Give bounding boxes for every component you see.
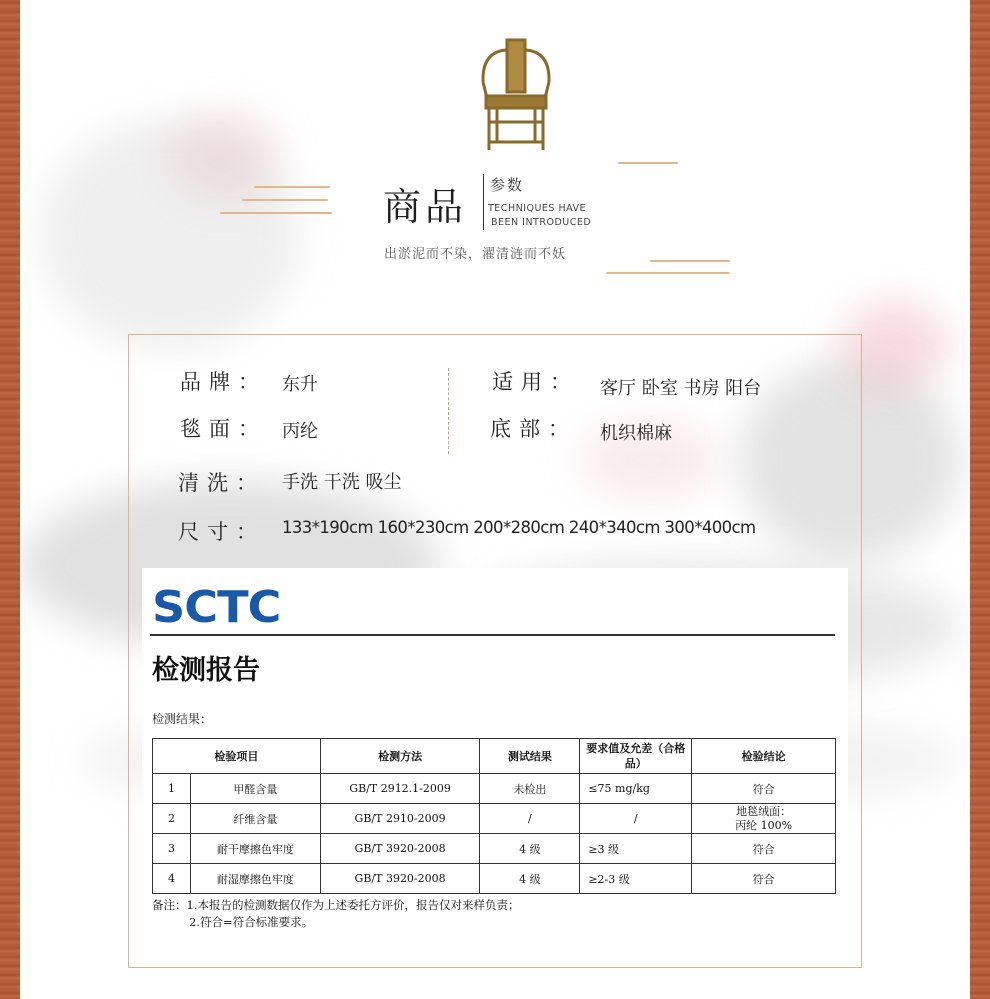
- requirement: ≤75 mg/kg: [580, 774, 692, 804]
- usage-value: 客厅 卧室 书房 阳台: [600, 378, 762, 399]
- right-wood-border: [970, 0, 990, 999]
- test-method: GB/T 3920-2008: [320, 864, 480, 894]
- requirement: ≥2-3 级: [580, 864, 692, 894]
- table-row: [153, 804, 836, 834]
- gold-cloud-line: [650, 260, 730, 262]
- english-tagline-line1: TECHNIQUES HAVE: [488, 203, 587, 214]
- test-report: [142, 568, 848, 948]
- test-method: GB/T 2912.1-2009: [320, 774, 480, 804]
- test-item: 耐干摩擦色牢度: [190, 834, 320, 864]
- gold-cloud-line: [606, 272, 730, 274]
- left-wood-border: [0, 0, 20, 999]
- column-header: 检验结论: [692, 739, 836, 774]
- cleaning-label: 清洗：: [178, 471, 265, 495]
- results-table: [152, 738, 836, 894]
- test-method: GB/T 2910-2009: [320, 804, 480, 834]
- requirement: ≥3 级: [580, 834, 692, 864]
- report-rule: [150, 634, 835, 636]
- section-subtitle: 参数: [490, 176, 525, 194]
- report-notes: [152, 897, 519, 931]
- section-title: 商品: [383, 185, 468, 229]
- brand-label: 品牌：: [180, 370, 267, 394]
- table-header-row: [153, 739, 836, 774]
- gold-cloud-line: [618, 162, 678, 164]
- column-header: [580, 739, 692, 774]
- test-method: GB/T 3920-2008: [320, 834, 480, 864]
- brand-value: 东升: [282, 374, 318, 395]
- conclusion: 符合: [692, 834, 836, 864]
- table-row: [153, 834, 836, 864]
- table-row: [153, 774, 836, 804]
- bottom-label: 底部：: [490, 417, 577, 441]
- gold-cloud-line: [242, 199, 328, 201]
- test-item: 甲醛含量: [190, 774, 320, 804]
- conclusion: 符合: [692, 774, 836, 804]
- cleaning-value: 手洗 干洗 吸尘: [282, 472, 402, 493]
- test-item: 耐湿摩擦色牢度: [190, 864, 320, 894]
- conclusion: [692, 804, 836, 834]
- test-item: 纤维含量: [190, 804, 320, 834]
- english-tagline-line2: BEEN INTRODUCED: [491, 217, 592, 228]
- report-title: 检测报告: [152, 655, 260, 686]
- row-number: 3: [153, 834, 191, 864]
- size-value: 133*190cm 160*230cm 200*280cm 240*340cm 300*400cm: [282, 518, 756, 537]
- result-label: 检测结果：: [152, 712, 213, 726]
- row-number: 2: [153, 804, 191, 834]
- bottom-value: 机织棉麻: [600, 423, 672, 444]
- note-line: 备注：1.本报告的检测数据仅作为上述委托方评价，报告仅对来样负责；: [152, 898, 520, 912]
- row-number: 4: [153, 864, 191, 894]
- chair-icon: [478, 38, 554, 152]
- motto-text: 出淤泥而不染，濯清涟而不妖: [384, 247, 567, 262]
- column-header: 检验项目: [153, 739, 321, 774]
- table-row: [153, 864, 836, 894]
- test-result: 未检出: [480, 774, 580, 804]
- column-header: 检测方法: [320, 739, 480, 774]
- column-header: 测试结果: [480, 739, 580, 774]
- test-result: 4 级: [480, 864, 580, 894]
- conclusion-line: 丙纶 100%: [735, 818, 793, 832]
- conclusion-line: 地毯绒面：: [736, 804, 792, 818]
- requirement: /: [580, 804, 692, 834]
- surface-label: 毯面：: [180, 417, 267, 441]
- page-paper: [20, 0, 970, 999]
- conclusion: 符合: [692, 864, 836, 894]
- note-line: 2.符合=符合标准要求。: [189, 915, 314, 929]
- title-divider: [483, 174, 484, 230]
- test-result: /: [480, 804, 580, 834]
- sctc-logo: SCTC: [152, 582, 281, 633]
- gold-cloud-line: [254, 186, 330, 188]
- surface-value: 丙纶: [282, 421, 318, 442]
- column-divider: [448, 368, 449, 454]
- test-result: 4 级: [480, 834, 580, 864]
- row-number: 1: [153, 774, 191, 804]
- size-label: 尺寸：: [178, 520, 265, 544]
- usage-label: 适用：: [492, 370, 579, 394]
- gold-cloud-line: [220, 212, 332, 214]
- column-header-text: 要求值及允差（合格品）: [586, 742, 686, 770]
